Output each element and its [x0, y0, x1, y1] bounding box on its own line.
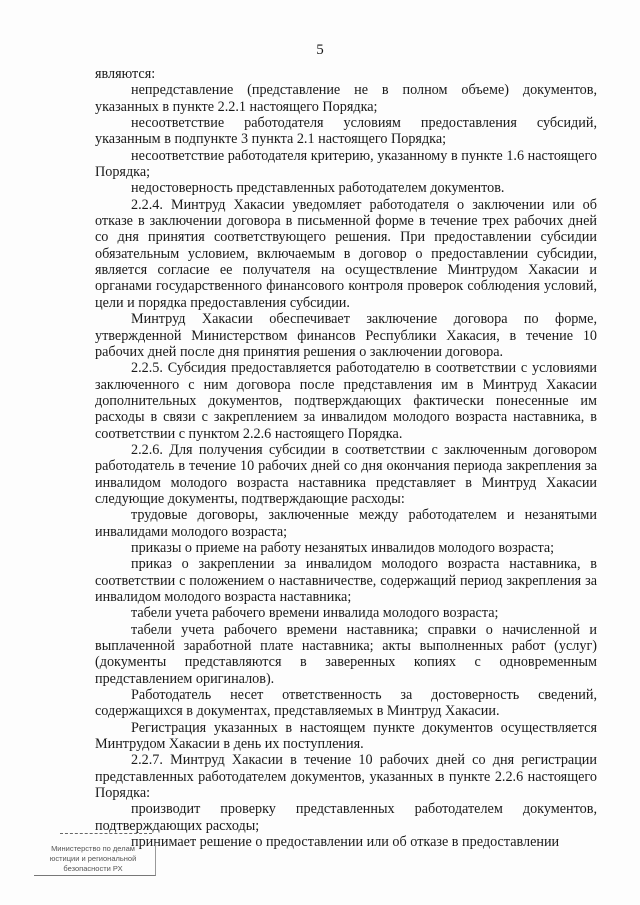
stamp-text: юстиции и региональной	[49, 854, 137, 863]
paragraph: табели учета рабочего времени инвалида молодого возраста;	[131, 605, 499, 622]
paragraph: производит проверку представленных работодателем документов, подтверждающих расходы;	[95, 801, 597, 834]
paragraph: Работодатель несет ответственность за достоверность сведений, содержащихся в документах, представляемых в Минтруд Хакасии.	[95, 687, 597, 720]
paragraph: являются:	[95, 66, 156, 82]
registration-stamp	[34, 843, 156, 876]
stamp-line	[60, 833, 152, 834]
stamp-text: безопасности РХ	[63, 864, 123, 873]
paragraph: недостоверность представленных работодателем документов.	[131, 180, 505, 197]
paragraph: несоответствие работодателя условиям предоставления субсидий, указанным в подпункте 3 пункта 2.1 настоящего Порядка;	[95, 115, 597, 148]
paragraph: 2.2.5. Субсидия предоставляется работодателю в соответствии с условиями заключенного с ним договора после представления им в Минтруд Хакасии дополнительных документов, подтверждающих фактически понесенные им расходы в связи с закреплением за инвалидом молодого возраста наставника, в соответствии с пунктом 2.2.6 настоящего Порядка.	[95, 360, 597, 442]
paragraph: трудовые договоры, заключенные между работодателем и незанятыми инвалидами молодого возраста;	[95, 507, 597, 540]
stamp-text: Министерство по делам	[51, 844, 135, 853]
paragraph: 2.2.6. Для получения субсидии в соответствии с заключенным договором работодатель в течение 10 рабочих дней со дня окончания периода закрепления за инвалидом молодого возраста наставника представляет в Минтруд Хакасии следующие документы, подтверждающие расходы:	[95, 441, 597, 507]
paragraph: 2.2.7. Минтруд Хакасии в течение 10 рабочих дней со дня регистрации представленных работодателем документов, указанных в пункте 2.2.6 настоящего Порядка:	[95, 752, 597, 802]
page-number: 5	[316, 42, 324, 58]
paragraph: приказы о приеме на работу незанятых инвалидов молодого возраста;	[131, 539, 555, 556]
paragraph: Минтруд Хакасии обеспечивает заключение договора по форме, утвержденной Министерством финансов Республики Хакасия, в течение 10 рабочих дней после дня принятия решения о заключении договора.	[95, 311, 597, 360]
paragraph: принимает решение о предоставлении или об отказе в предоставлении	[131, 834, 560, 851]
paragraph: 2.2.4. Минтруд Хакасии уведомляет работодателя о заключении или об отказе в заключении договора в письменной форме в течение трех рабочих дней со дня принятия соответствующего решения. При предоставлении субсидии обязательным условием, включаемым в договор о предоставлении субсидии, является согласие ее получателя на осуществление Минтрудом Хакасии и органами государственного финансового контроля проверок соблюдения условий, цели и порядка предоставления субсидии.	[95, 196, 597, 311]
paragraph: Регистрация указанных в настоящем пункте документов осуществляется Минтрудом Хакасии в день их поступления.	[95, 719, 597, 753]
paragraph: табели учета рабочего времени наставника; справки о начисленной и выплаченной заработной плате наставника; акты выполненных работ (услуг) (документы представляются в заверенных копиях с одновременным представлением оригиналов).	[95, 621, 597, 687]
paragraph: непредставление (представление не в полном объеме) документов, указанных в пункте 2.2.1 настоящего Порядка;	[95, 82, 597, 115]
paragraph: приказ о закреплении за инвалидом молодого возраста наставника, в соответствии с положением о наставничестве, содержащий период закрепления за инвалидом молодого возраста наставника;	[95, 556, 597, 605]
paragraph: несоответствие работодателя критерию, указанному в пункте 1.6 настоящего Порядка;	[95, 147, 597, 181]
document-body	[95, 66, 597, 851]
